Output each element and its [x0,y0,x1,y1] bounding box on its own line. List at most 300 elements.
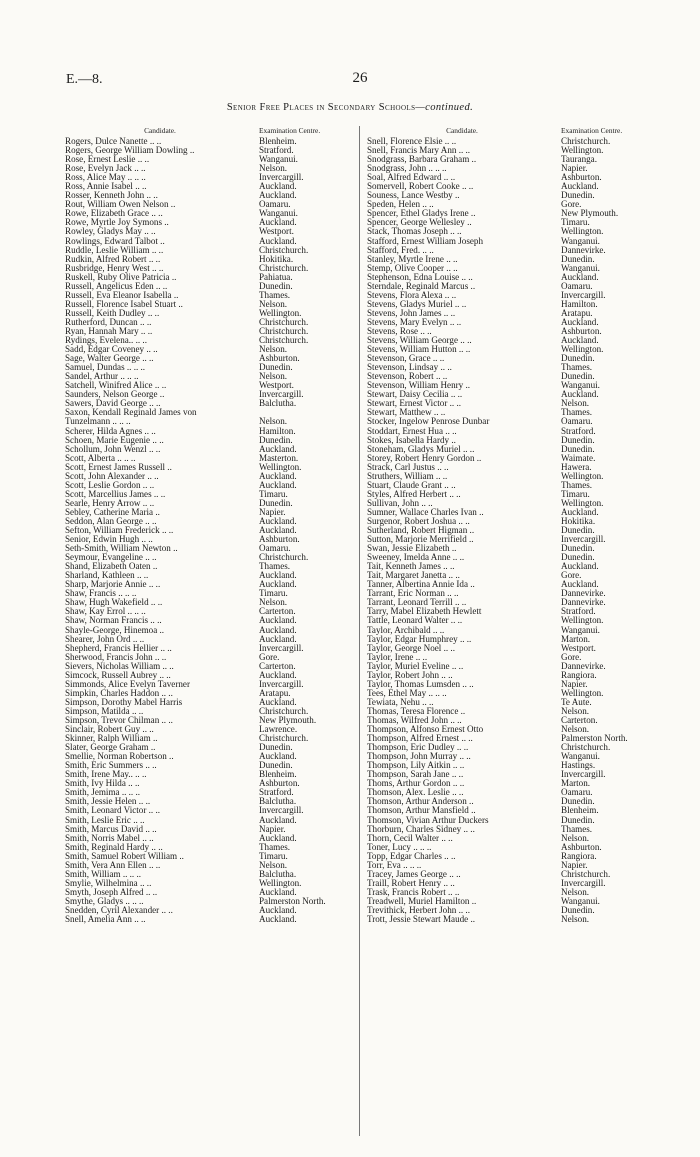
candidate-name: Speden, Helen .. .. [367,200,434,210]
candidate-row [367,273,661,282]
candidate-row [65,472,359,481]
candidate-row [65,680,359,689]
examination-centre: Dunedin. [259,435,293,445]
candidate-name: Trevithick, Herbert John .. .. [367,905,470,915]
candidate-row [367,472,661,481]
candidate-row [65,164,359,173]
examination-centre: Ashburton. [259,779,300,789]
examination-centre: Christchurch. [259,245,309,255]
candidate-row [367,825,661,834]
examination-centre: Dunedin. [561,372,595,382]
examination-centre: Napier. [561,860,588,870]
examination-centre: Auckland. [259,815,297,825]
examination-centre: Wellington. [561,146,604,156]
examination-centre: Christchurch. [259,734,309,744]
examination-centre: Auckland. [259,471,297,481]
candidate-name: Taylor, Irene .. .. [367,652,428,662]
examination-centre: Nelson. [561,833,590,843]
right-column [367,126,661,924]
examination-centre: Auckland. [259,191,297,201]
examination-centre: Nelson. [259,372,288,382]
candidate-name: Stack, Thomas Joseph .. .. [367,227,462,237]
candidate-row [65,906,359,915]
examination-centre: Invercargill. [561,535,606,545]
candidate-row [65,770,359,779]
examination-centre: Dunedin. [561,905,595,915]
candidate-name: Shaw, Francis .. .. .. [65,589,137,599]
examination-centre: Auckland. [561,562,599,572]
examination-centre: Dannevirke. [561,245,606,255]
candidate-row [367,526,661,535]
candidate-name: Simmonds, Alice Evelyn Taverner [65,679,190,689]
examination-centre: Westport. [259,227,294,237]
candidate-name: Russell, Keith Dudley .. .. [65,308,160,318]
candidate-row [367,707,661,716]
examination-centre: Auckland. [561,272,599,282]
examination-centre: Rangiora. [561,851,597,861]
candidate-row [65,689,359,698]
examination-centre: Auckland. [561,390,599,400]
examination-centre: Dunedin. [561,797,595,807]
candidate-name: Shepherd, Francis Hellier .. .. [65,643,172,653]
candidate-name: Schollum, John Wenzl .. .. [65,444,161,454]
candidate-row [65,200,359,209]
candidate-name: Rose, Ernest Leslie .. .. [65,155,150,165]
candidate-name: Smith, Vera Ann Ellen .. .. [65,860,161,870]
examination-centre: Dunedin. [259,281,293,291]
candidate-name: Sherwood, Francis John .. .. [65,652,167,662]
candidate-row [65,598,359,607]
candidate-name: Stuart, Claude Grant .. .. [367,480,456,490]
candidate-name: Shearer, John Ord .. .. [65,634,145,644]
candidate-row [367,463,661,472]
candidate-name: Shaw, Kay Errol .. .. .. [65,607,146,617]
left-candidate-list [65,137,359,924]
candidate-row [65,354,359,363]
examination-centre: Wellington. [561,688,604,698]
candidate-row [65,246,359,255]
examination-centre: Nelson. [561,915,590,925]
examination-centre: Invercargill. [561,770,606,780]
candidate-name: Saxon, Kendall Reginald James von [65,408,197,418]
examination-centre: Stratford. [561,426,596,436]
page-reference: E.—8. [66,72,103,87]
examination-centre: Marton. [561,779,591,789]
examination-centre: Thames. [561,480,593,490]
examination-centre: Auckland. [259,480,297,490]
candidate-row [65,843,359,852]
candidate-name: Searle, Henry Arrow .. .. [65,498,155,508]
candidate-name: Tees, Ethel May .. .. .. [367,688,447,698]
candidate-row [65,752,359,761]
examination-centre: Ashburton. [259,535,300,545]
candidate-name: Rowley, Gladys May .. .. [65,227,156,237]
examination-centre: Christchurch. [259,263,309,273]
candidate-name: Tait, Kenneth James .. .. [367,562,455,572]
examination-centre: Stratford. [259,146,294,156]
candidate-row [367,345,661,354]
centre-header: Examination Centre. [561,126,623,135]
examination-centre: Dunedin. [561,544,595,554]
candidate-name: Sharp, Marjorie Annie .. .. [65,580,161,590]
candidate-row [65,544,359,553]
examination-centre: Wellington. [259,308,302,318]
candidate-row [65,517,359,526]
examination-centre: Palmerston North. [561,734,628,744]
candidate-name: Thompson, Lily Aitkin .. .. [367,761,465,771]
candidate-row [367,716,661,725]
examination-centre: Nelson. [259,345,288,355]
examination-centre: Christchurch. [561,137,611,146]
candidate-row [65,870,359,879]
candidate-name: Scherer, Hilda Agnes .. .. [65,426,156,436]
candidate-name: Tarrant, Eric Norman .. .. [367,589,459,599]
examination-centre: Pahiatua. [259,272,293,282]
examination-centre: Nelson. [259,860,288,870]
candidate-name: Stafford, Ernest William Joseph [367,236,483,246]
candidate-name: Thompson, John Murray .. .. [367,752,471,762]
candidate-row [367,191,661,200]
candidate-name: Toner, Lucy .. .. .. [367,842,432,852]
candidate-row [367,291,661,300]
examination-centre: Napier. [259,507,286,517]
examination-centre: Dunedin. [561,526,595,536]
examination-centre: Auckland. [561,580,599,590]
candidate-row [65,300,359,309]
candidate-row [367,779,661,788]
examination-centre: Dunedin. [561,191,595,201]
candidate-name: Simpkin, Charles Haddon .. .. [65,688,173,698]
candidate-name: Samuel, Dundas .. .. .. [65,363,146,373]
candidate-name: Traill, Robert Henry .. .. [367,878,455,888]
candidate-name: Ross, Alice May .. .. .. [65,173,146,183]
candidate-row [367,499,661,508]
candidate-row [367,318,661,327]
candidate-name: Taylor, Robert John .. .. [367,670,453,680]
candidate-name: Rusbridge, Henry West .. .. [65,263,164,273]
candidate-name: Stewart, Ernest Victor .. .. [367,399,461,409]
candidate-name: Stocker, Ingelow Penrose Dunbar [367,417,490,427]
examination-centre: Gore. [259,652,280,662]
candidate-name: Saunders, Nelson George .. [65,390,165,400]
examination-centre: Wellington. [561,498,604,508]
candidate-name: Smythe, Gladys .. .. .. [65,896,144,906]
candidate-name: Rowe, Myrtle Joy Symons .. [65,218,169,228]
candidate-row [367,752,661,761]
candidate-name: Rogers, Dulce Nanette .. .. [65,137,162,146]
candidate-row [65,562,359,571]
candidate-row [367,182,661,191]
examination-centre: Waimate. [561,453,596,463]
candidate-name: Schoen, Marie Eugenie .. .. [65,435,164,445]
candidate-name: Taylor, Muriel Eveline .. .. [367,661,464,671]
candidate-row [367,843,661,852]
candidate-row [65,761,359,770]
examination-centre: Nelson. [259,598,288,608]
candidate-row [367,897,661,906]
candidate-name: Smith, Reginald Hardy .. .. [65,842,163,852]
candidate-row [367,598,661,607]
candidate-name: Taylor, Edgar Humphrey .. .. [367,634,472,644]
page-title [0,102,700,113]
examination-centre: Auckland. [561,182,599,192]
candidate-row [65,589,359,598]
examination-centre: Rangiora. [561,670,597,680]
examination-centre: Oamaru. [561,281,593,291]
left-column [65,126,359,924]
candidate-row [367,698,661,707]
candidate-row [367,644,661,653]
candidate-name: Thoms, Arthur Gordon .. .. [367,779,465,789]
candidate-row [367,616,661,625]
candidate-row [367,481,661,490]
candidate-name: Spencer, Ethel Gladys Irene .. [367,209,476,219]
candidate-row [65,698,359,707]
examination-centre: Ashburton. [561,326,602,336]
candidate-name: Satchell, Winifred Alice .. .. [65,381,167,391]
candidate-name: Spencer, George Wellesley .. [367,218,472,228]
candidate-name: Snell, Florence Elsie .. .. [367,137,457,146]
candidate-name: Snedden, Cyril Alexander .. .. [65,905,173,915]
examination-centre: Thames. [561,824,593,834]
candidate-row [367,607,661,616]
candidate-row [367,264,661,273]
candidate-name: Stewart, Matthew .. .. [367,408,446,418]
candidate-name: Stevens, William George .. .. [367,336,472,346]
candidate-row [367,834,661,843]
examination-centre: Oamaru. [561,788,593,798]
candidate-row [367,327,661,336]
examination-centre: Wanganui. [561,625,600,635]
right-column-header [367,126,661,137]
examination-centre: Invercargill. [561,878,606,888]
candidate-name: Tracey, James George .. .. [367,869,461,879]
candidate-name: Ross, Annie Isabel .. .. [65,182,147,192]
candidate-name: Smith, Samuel Robert William .. [65,851,184,861]
candidate-name: Ruskell, Ruby Olive Patricia .. [65,272,177,282]
candidate-name: Sumner, Wallace Charles Ivan .. [367,507,484,517]
examination-centre: Christchurch. [259,317,309,327]
candidate-row [65,336,359,345]
examination-centre: Invercargill. [259,643,304,653]
candidate-header: Candidate. [446,126,478,135]
examination-centre: Wanganui. [561,752,600,762]
examination-centre: Carterton. [561,716,598,725]
examination-centre: Balclutha. [259,399,297,409]
examination-centre: Wanganui. [259,209,298,219]
examination-centre: Blenheim. [259,137,297,146]
candidate-name: Soal, Alfred Edward .. .. [367,173,456,183]
candidate-row [65,273,359,282]
candidate-name: Somervell, Robert Cooke .. .. [367,182,474,192]
candidate-name: Rose, Evelyn Jack .. .. [65,164,146,174]
examination-centre: Dunedin. [561,444,595,454]
examination-centre: Hastings. [561,761,596,771]
examination-centre: Thames. [561,363,593,373]
candidate-row [65,671,359,680]
candidate-row [367,309,661,318]
candidate-name: Stevens, William Hutton .. .. [367,345,471,355]
candidate-name: Thomas, Wilfred John .. .. [367,716,462,725]
candidate-name: Treadwell, Muriel Hamilton .. [367,896,477,906]
examination-centre: Auckland. [259,182,297,192]
candidate-row [65,806,359,815]
examination-centre: Nelson. [561,725,590,735]
candidate-name: Slater, George Graham .. [65,743,156,753]
examination-centre: Wellington. [561,471,604,481]
candidate-row [367,155,661,164]
candidate-name: Ruddle, Leslie William .. .. [65,245,164,255]
candidate-name: Simpson, Trevor Chilman .. .. [65,716,173,725]
candidate-row [367,209,661,218]
examination-centre: Nelson. [561,399,590,409]
candidate-row [65,345,359,354]
candidate-name: Simpson, Matilda .. .. [65,706,144,716]
candidate-row [367,282,661,291]
candidate-name: Skinner, Ralph William .. [65,734,158,744]
candidate-row [65,526,359,535]
examination-centre: Dunedin. [259,498,293,508]
candidate-name: Thompson, Alfred Ernest .. .. [367,734,473,744]
candidate-name: Sievers, Nicholas William .. .. [65,661,174,671]
title-main: Senior Free Places in Secondary Schools [226,102,416,113]
candidate-row [65,743,359,752]
candidate-row [65,779,359,788]
candidate-row [65,218,359,227]
examination-centre: Hamilton. [561,299,598,309]
candidate-name: Seddon, Alan George .. .. [65,516,157,526]
candidate-name: Thomson, Alex. Leslie .. .. [367,788,464,798]
candidate-name: Smith, Norris Mabel .. .. [65,833,154,843]
candidate-row [65,662,359,671]
candidate-name: Thompson, Sarah Jane .. .. [367,770,464,780]
candidate-row [367,689,661,698]
candidate-name: Topp, Edgar Charles .. .. [367,851,456,861]
candidate-row [65,327,359,336]
candidate-row [367,146,661,155]
candidate-row [65,797,359,806]
examination-centre: Balclutha. [259,869,297,879]
examination-centre: Auckland. [561,317,599,327]
candidate-row [367,227,661,236]
candidate-row [367,761,661,770]
examination-centre: Napier. [259,824,286,834]
candidate-name: Stevens, John James .. .. [367,308,456,318]
examination-centre: Dannevirke. [561,661,606,671]
examination-centre: Dunedin. [259,761,293,771]
examination-centre: Dunedin. [561,553,595,563]
candidate-row [65,390,359,399]
candidate-row [65,616,359,625]
candidate-row [65,282,359,291]
examination-centre: Auckland. [259,571,297,581]
candidate-row [65,209,359,218]
candidate-row [367,770,661,779]
candidate-name: Smith, Leslie Eric .. .. [65,815,145,825]
candidate-name: Surgenor, Robert Joshua .. .. [367,516,470,526]
candidate-row [65,399,359,408]
candidate-name: Thomson, Vivian Arthur Duckers [367,815,489,825]
candidate-row [367,164,661,173]
candidate-row [367,852,661,861]
examination-centre: Auckland. [561,507,599,517]
examination-centre: Thames. [259,290,291,300]
candidate-name: Trott, Jessie Stewart Maude .. [367,915,476,925]
candidate-name: Tarry, Mabel Elizabeth Hewlett [367,607,482,617]
candidate-row [367,580,661,589]
examination-centre: Te Aute. [561,697,592,707]
examination-centre: Hokitika. [561,516,596,526]
candidate-row [65,888,359,897]
candidate-row [367,372,661,381]
candidate-name: Rosser, Kenneth John .. .. [65,191,158,201]
candidate-name: Scott, Alberta .. .. .. [65,453,136,463]
examination-centre [253,408,359,417]
candidate-row [65,372,359,381]
candidate-name: Tait, Margaret Janetta .. .. [367,571,460,581]
candidate-name: Rydings, Evelena.. .. .. [65,336,147,346]
examination-centre: Wanganui. [561,896,600,906]
candidate-name: Smith, Marcus David .. .. [65,824,157,834]
candidate-name: Rout, William Owen Nelson .. [65,200,176,210]
candidate-name: Torr, Eva .. .. .. [367,860,422,870]
candidate-row [367,200,661,209]
examination-centre: Dunedin. [561,254,595,264]
candidate-row [65,716,359,725]
candidate-row [65,463,359,472]
examination-centre: Christchurch. [259,706,309,716]
candidate-name: Sadd, Edgar Coveney .. .. [65,345,158,355]
examination-centre: Auckland. [259,915,297,925]
examination-centre: Westport. [561,643,596,653]
candidate-name: Stoddart, Ernest Hua .. .. [367,426,457,436]
candidate-row [367,725,661,734]
candidate-row [65,445,359,454]
examination-centre: Dunedin. [259,743,293,753]
candidate-name: Stafford, Fred. .. .. [367,245,434,255]
examination-centre: Gore. [561,652,582,662]
candidate-name: Smellie, Norman Robertson .. [65,752,174,762]
candidate-name: Sinclair, Robert Guy .. .. [65,725,154,735]
page-number: 26 [352,70,368,86]
candidate-row [367,906,661,915]
candidate-row [65,363,359,372]
examination-centre: Dannevirke. [561,589,606,599]
examination-centre: Christchurch. [561,869,611,879]
examination-centre: Aratapu. [259,688,291,698]
examination-centre: Blenheim. [561,806,599,816]
candidate-row [65,580,359,589]
candidate-row [65,454,359,463]
candidate-name: Sullivan, John .. .. [367,498,433,508]
examination-centre: Palmerston North. [259,896,326,906]
candidate-row [65,408,359,417]
examination-centre: Thames. [259,842,291,852]
examination-centre: Wellington. [561,616,604,626]
examination-centre: Dannevirke. [561,598,606,608]
candidate-name: Stevens, Flora Alexa .. .. [367,290,457,300]
candidate-row [65,318,359,327]
candidate-row [65,734,359,743]
examination-centre: Oamaru. [561,417,593,427]
candidate-name: Stewart, Daisy Cecilia .. .. [367,390,463,400]
examination-centre: Gore. [561,571,582,581]
candidate-row [65,915,359,924]
examination-centre: Masterton. [259,453,299,463]
candidate-row [65,508,359,517]
candidate-name: Sutton, Marjorie Merrifield .. [367,535,474,545]
examination-centre: Thames. [259,562,291,572]
